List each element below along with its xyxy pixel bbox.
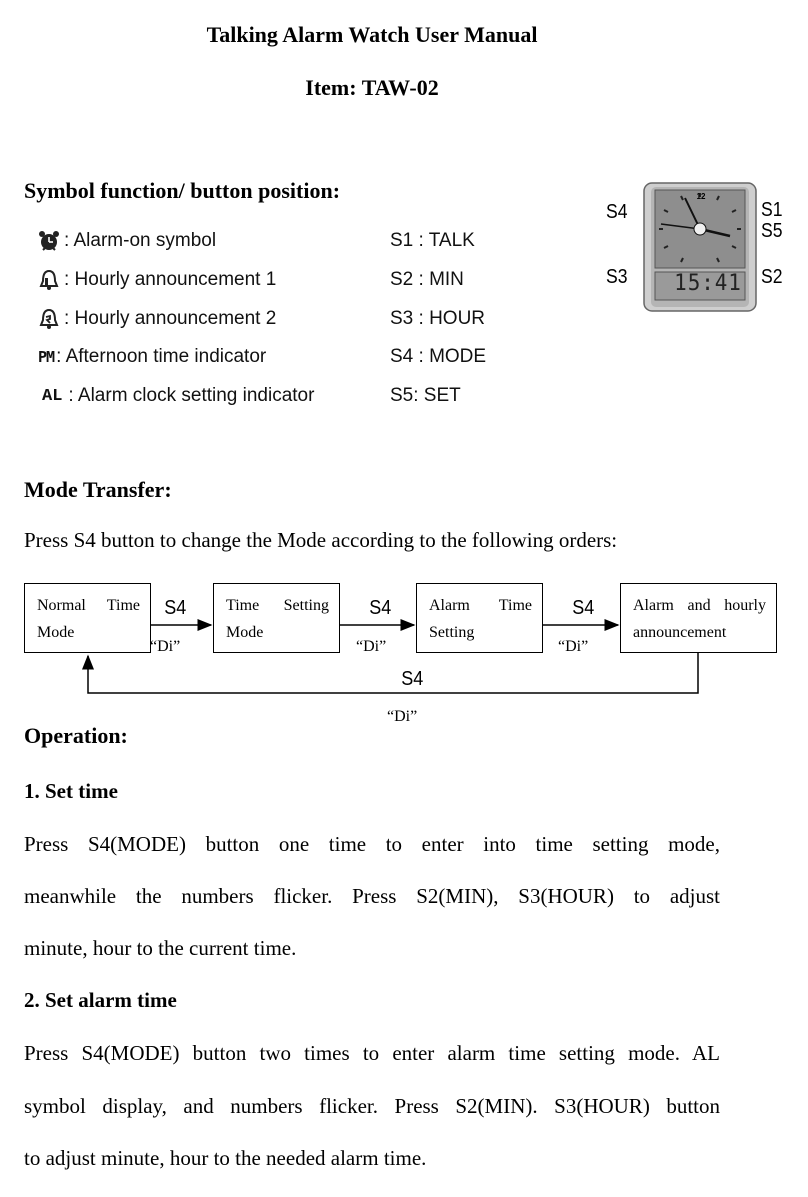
flow-sound-di: “Di” [387,708,418,725]
mode-transfer-heading: Mode Transfer: [24,477,172,502]
set-time-line: meanwhile the numbers flicker. Press S2(MIN), S3(HOUR) to adjust [24,884,720,908]
set-alarm-heading: 2. Set alarm time [24,988,177,1012]
symbol-desc: : Hourly announcement 2 [64,308,277,329]
set-time-line: minute, hour to the current time. [24,936,297,960]
set-alarm-line: to adjust minute, hour to the needed alarm time. [24,1146,427,1170]
flow-return-arrow [88,653,698,693]
symbol-desc: : Alarm clock setting indicator [68,385,315,406]
watch-label-s4: S4 [606,201,628,223]
flow-sound-di: “Di” [150,638,181,655]
manual-title: Talking Alarm Watch User Manual [206,22,538,47]
flow-label-s4: S4 [164,597,187,619]
watch-label-s1: S1 [761,199,783,221]
button-s2-min: S2 : MIN [390,269,464,290]
al-indicator-icon: AL [42,386,63,406]
set-alarm-line: symbol display, and numbers flicker. Press S2(MIN). S3(HOUR) button [24,1094,720,1118]
symbol-desc: : Afternoon time indicator [56,346,267,367]
watch-label-s2: S2 [761,266,783,288]
button-s3-hour: S3 : HOUR [390,308,486,329]
flow-box-line1: Alarm and hourly [633,597,766,614]
set-time-line: Press S4(MODE) button one time to enter into time setting mode, [24,832,720,856]
symbol-heading: Symbol function/ button position: [24,178,341,203]
watch-label-s3: S3 [606,266,628,288]
pm-indicator-icon: PM [38,348,55,366]
flow-box-line2: Setting [429,624,475,641]
symbol-desc: : Hourly announcement 1 [64,269,277,290]
symbol-desc: : Alarm-on symbol [64,230,217,251]
set-time-heading: 1. Set time [24,779,118,803]
button-s1-talk: S1 : TALK [390,230,475,251]
flow-label-s4: S4 [401,668,424,690]
flow-sound-di: “Di” [356,638,387,655]
flow-sound-di: “Di” [558,638,589,655]
flow-label-s4: S4 [572,597,595,619]
flow-box-line1: Normal Time [37,597,140,614]
flow-box-line2: Mode [226,624,264,641]
set-alarm-line: Press S4(MODE) button two times to enter alarm time setting mode. AL [24,1041,720,1065]
operation-heading: Operation: [24,723,128,748]
item-number: Item: TAW-02 [305,75,439,100]
flow-box-line2: announcement [633,624,727,641]
flow-box-line2: Mode [37,624,75,641]
button-s4-mode: S4 : MODE [390,346,487,367]
button-s5-set: S5: SET [390,385,461,406]
flow-label-s4: S4 [369,597,392,619]
watch-label-s5: S5 [761,220,783,242]
mode-intro-text: Press S4 button to change the Mode according to the following orders: [24,528,618,552]
watch-dial-number: 12 [696,192,706,201]
watch-lcd-time: 15:41 [674,271,742,296]
flow-box-line1: Time Setting [226,597,329,614]
flow-box-line1: Alarm Time [429,597,532,614]
